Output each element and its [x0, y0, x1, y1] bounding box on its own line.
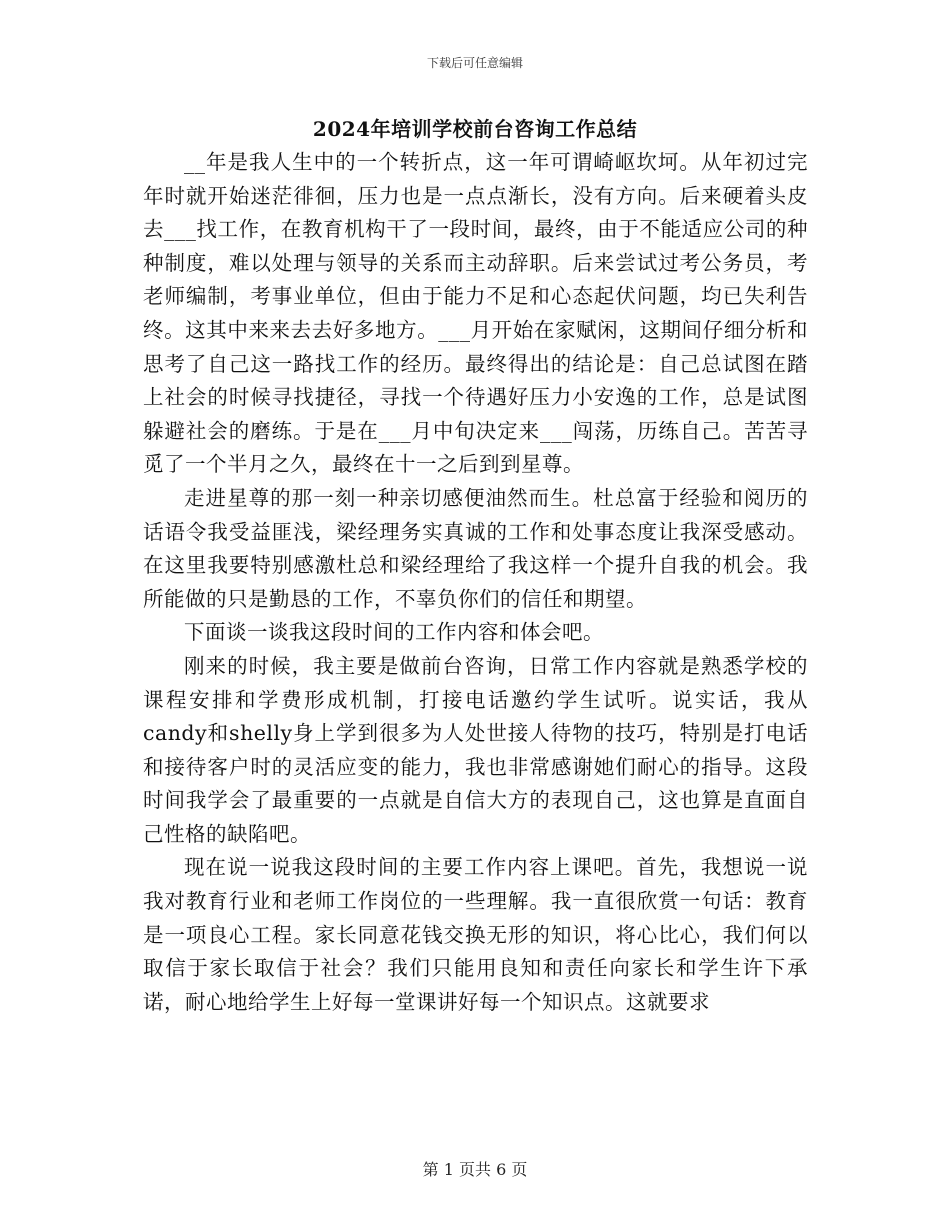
document-body: [143, 146, 808, 1019]
paragraph: 下面谈一谈我这段时间的工作内容和体会吧。: [184, 620, 604, 645]
header-note: 下载后可任意编辑: [426, 56, 523, 70]
paragraph: __年是我人生中的一个转折点，这一年可谓崎岖坎坷。从年初过完年时就开始迷茫徘徊，压力也是一点点渐长，没有方向。后来硬着头皮去___找工作，在教育机构干了一段时间，最终，由于不能适应公司的种种制度，难以处理与领导的关系而主动辞职。后来尝试过考公务员，考老师编制，考事业单位，但由于能力不足和心态起伏问题，均已失利告终。这其中来来去去好多地方。___月开始在家赋闲，这期间仔细分析和思考了自己这一路找工作的经历。最终得出的结论是：自己总试图在踏上社会的时候寻找捷径，寻找一个待遇好压力小安逸的工作，总是试图躲避社会的磨练。于是在___月中旬决定来___闯荡，历练自己。苦苦寻觅了一个半月之久，最终在十一之后到到星尊。: [143, 150, 808, 477]
page-footer: 第 1 页共 6 页: [422, 1160, 528, 1179]
paragraph: 现在说一说我这段时间的主要工作内容上课吧。首先，我想说一说我对教育行业和老师工作岗位的一些理解。我一直很欣赏一句话：教育是一项良心工程。家长同意花钱交换无形的知识，将心比心，我们何以取信于家长取信于社会？我们只能用良知和责任向家长和学生许下承诺，耐心地给学生上好每一堂课讲好每一个知识点。这就要求: [143, 855, 808, 1014]
paragraph: 刚来的时候，我主要是做前台咨询，日常工作内容就是熟悉学校的课程安排和学费形成机制，打接电话邀约学生试听。说实话，我从candy和shelly身上学到很多为人处世接人待物的技巧，特别是打电话和接待客户时的灵活应变的能力，我也非常感谢她们耐心的指导。这段时间我学会了最重要的一点就是自信大方的表现自己，这也算是直面自己性格的缺陷吧。: [143, 653, 808, 846]
paragraph: 走进星尊的那一刻一种亲切感便油然而生。杜总富于经验和阅历的话语令我受益匪浅，梁经理务实真诚的工作和处事态度让我深受感动。在这里我要特别感激杜总和梁经理给了我这样一个提升自我的机会。我所能做的只是勤恳的工作，不辜负你们的信任和期望。: [143, 485, 808, 611]
document-title: 2024年培训学校前台咨询工作总结: [312, 117, 638, 141]
